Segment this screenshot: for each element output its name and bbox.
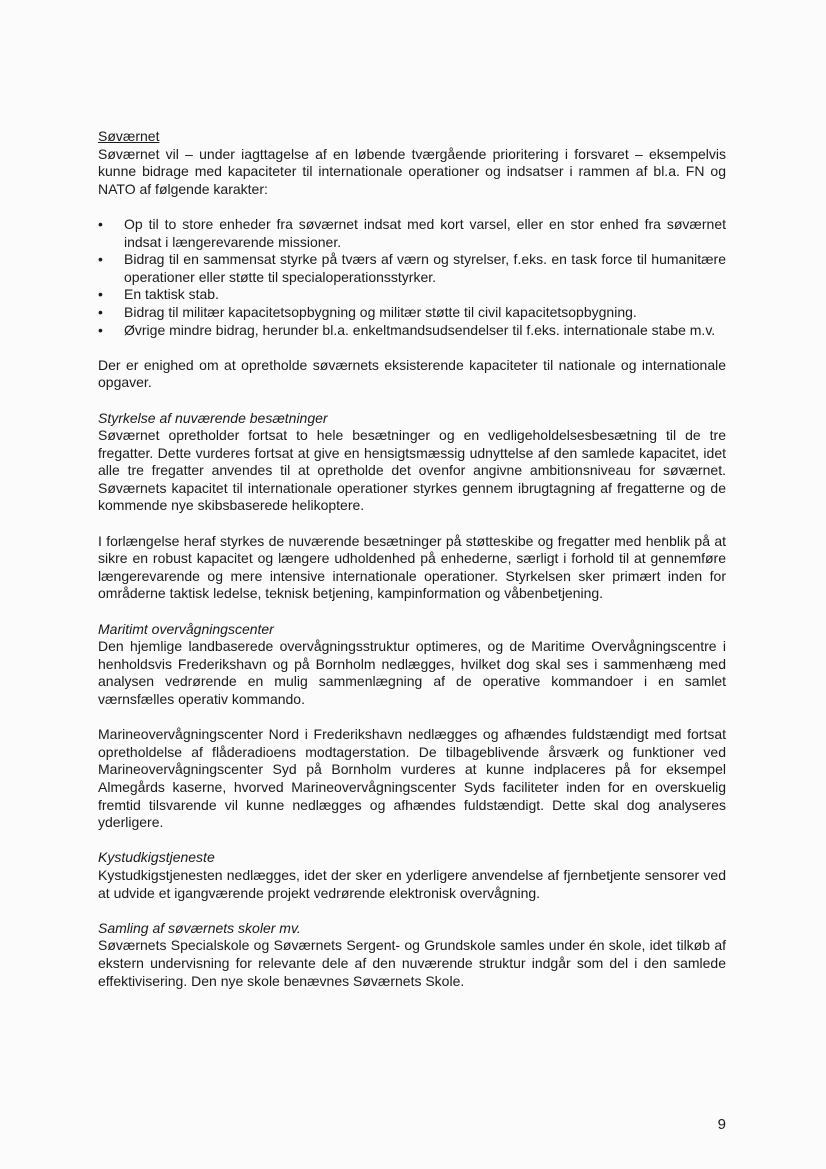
section-heading: Maritimt overvågningscenter <box>98 620 274 637</box>
list-item: • Op til to store enheder fra søværnet indsat med kort varsel, eller en stor enhed fra søværnet indsat i længerevarende missioner. <box>98 216 726 251</box>
paragraph: Der er enighed om at opretholde søværnets eksisterende kapaciteter til nationale og internationale opgaver. <box>98 356 726 391</box>
paragraph: Søværnet vil – under iagttagelse af en løbende tværgående prioritering i forsvaret – eksempelvis kunne bidrage med kapaciteter til internationale operationer og indsatser i rammen af bl.a. FN og NATO af følgende karakter: <box>98 145 726 197</box>
section-maritimt <box>98 621 726 832</box>
section-sovaernet <box>98 128 726 392</box>
section-skoler <box>98 920 726 990</box>
page-number: 9 <box>717 1116 726 1133</box>
section-heading: Styrkelse af nuværende besætninger <box>98 409 328 426</box>
bullet-list <box>98 216 726 339</box>
paragraph: Marineovervågningscenter Nord i Frederikshavn nedlægges og afhændes fuldstændigt med fortsat opretholdelse af flåderadioens modtagerstation. De tilbageblivende årsværk og funktioner ved Marineovervågningscenter Syd på Bornholm vurderes at kunne indplaceres på for eksempel Almegårds kaserne, hvorved Marineovervågningscenter Syds faciliteter inden for en overskuelig fremtid tilsvarende vil kunne nedlægges og afhændes fuldstændigt. Dette skal dog analyseres yderligere. <box>98 726 726 831</box>
section-kystudkig <box>98 849 726 902</box>
section-heading: Kystudkigstjeneste <box>98 849 215 866</box>
list-item: • Bidrag til en sammensat styrke på tværs af værn og styrelser, f.eks. en task force til humanitære operationer eller støtte til specialoperationsstyrker. <box>98 251 726 286</box>
paragraph: Søværnets Specialskole og Søværnets Sergent- og Grundskole samles under én skole, idet tilkøb af ekstern undervisning for relevante dele af den nuværende struktur indgår som del i den samlede effektivisering. Den nye skole benævnes Søværnets Skole. <box>98 937 726 989</box>
paragraph: Kystudkigstjenesten nedlægges, idet der sker en yderligere anvendelse af fjernbetjente sensorer ved at udvide et igangværende projekt vedrørende elektronisk overvågning. <box>98 866 726 901</box>
paragraph: Den hjemlige landbaserede overvågningsstruktur optimeres, og de Maritime Overvågningscentre i henholdsvis Frederikshavn og på Bornholm nedlægges, hvilket dog skal ses i sammenhæng med analysen vedrørende en mulig sammenlægning af de operative kommandoer i en samlet værnsfælles operativ kommando. <box>98 638 726 707</box>
list-item: • En taktisk stab. <box>98 286 726 304</box>
paragraph: Søværnet opretholder fortsat to hele besætninger og en vedligeholdelsesbesætning til de tre fregatter. Dette vurderes fortsat at give en hensigtsmæssig udnyttelse af den samlede kapacitet, idet alle tre fregatter anvendes til at opretholde det ovenfor angivne ambitionsniveau for søværnet. Søværnets kapacitet til internationale operationer styrkes gennem ibrugtagning af fregatterne og de kommende nye skibsbaserede helikoptere. <box>98 427 726 514</box>
list-item: • Bidrag til militær kapacitetsopbygning og militær støtte til civil kapacitetsopbygning. <box>98 304 726 322</box>
section-heading: Søværnet <box>98 128 160 144</box>
paragraph: I forlængelse heraf styrkes de nuværende besætninger på støtteskibe og fregatter med henblik på at sikre en robust kapacitet og længere udholdenhed på enhederne, særligt i forhold til at gennemføre længerevarende og mere intensive internationale operationer. Styrkelsen sker primært inden for områderne taktisk ledelse, teknisk betjening, kampinformation og våbenbetjening. <box>98 532 726 602</box>
section-styrkelse <box>98 410 726 604</box>
document-page <box>98 128 726 1008</box>
list-item: • Øvrige mindre bidrag, herunder bl.a. enkeltmandsudsendelser til f.eks. internationale stabe m.v. <box>98 322 726 340</box>
section-heading: Samling af søværnets skoler mv. <box>98 919 301 936</box>
